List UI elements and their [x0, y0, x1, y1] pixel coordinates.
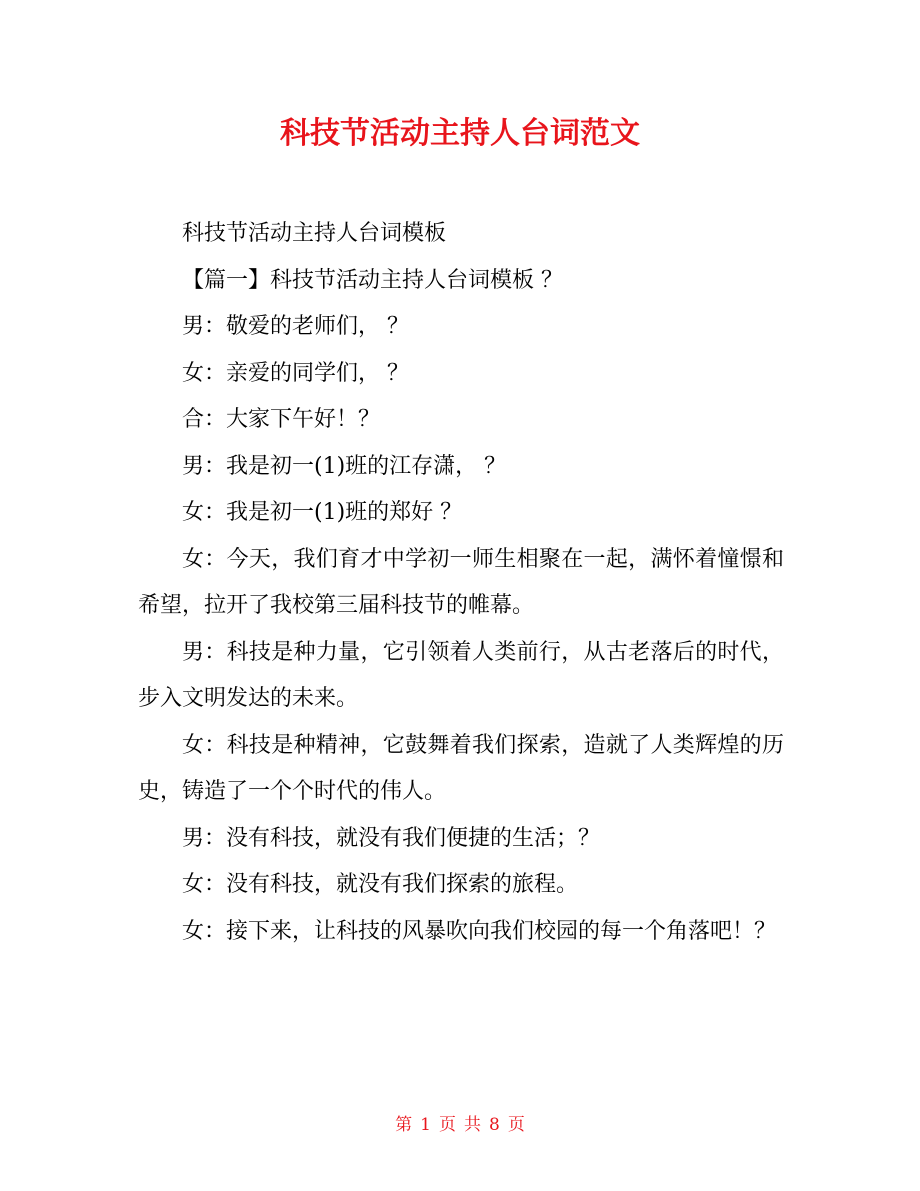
paragraph: 男：没有科技，就没有我们便捷的生活；？: [182, 825, 601, 851]
paragraph: 男：我是初一(1)班的江存潇， ？: [182, 453, 507, 479]
paragraph: 男：科技是种力量，它引领着人类前行，从古老落后的时代，步入文明发达的未来。: [138, 639, 784, 711]
paragraph: 【篇一】科技节活动主持人台词模板 ？: [182, 267, 563, 293]
document-title: 科技节活动主持人台词范文: [280, 116, 640, 151]
footer-suffix: 页: [507, 1115, 525, 1135]
paragraph: 女：我是初一(1)班的郑好 ？: [182, 500, 463, 525]
footer-total-pages: 8: [489, 1115, 500, 1135]
paragraph: 女：接下来，让科技的风暴吹向我们校园的每一个角落吧！？: [182, 918, 777, 944]
footer-current-page: 1: [420, 1115, 431, 1135]
document-body: [138, 211, 784, 955]
paragraph: 科技节活动主持人台词模板: [182, 221, 447, 246]
footer-page-word: 页: [439, 1115, 456, 1135]
paragraph: 女：科技是种精神，它鼓舞着我们探索，造就了人类辉煌的历史，铸造了一个个时代的伟人。: [138, 732, 784, 804]
page-footer: [0, 1113, 920, 1137]
paragraph: 女：亲爱的同学们， ？: [182, 360, 409, 386]
paragraph: 男：敬爱的老师们， ？: [182, 314, 409, 339]
footer-total-word: 共: [464, 1115, 481, 1135]
paragraph: 合：大家下午好！？: [182, 407, 381, 432]
paragraph: 女：今天，我们育才中学初一师生相聚在一起，满怀着憧憬和希望，拉开了我校第三届科技节的帷幕。: [138, 546, 784, 618]
paragraph: 女：没有科技，就没有我们探索的旅程。: [182, 872, 579, 897]
footer-prefix: 第: [395, 1115, 413, 1135]
